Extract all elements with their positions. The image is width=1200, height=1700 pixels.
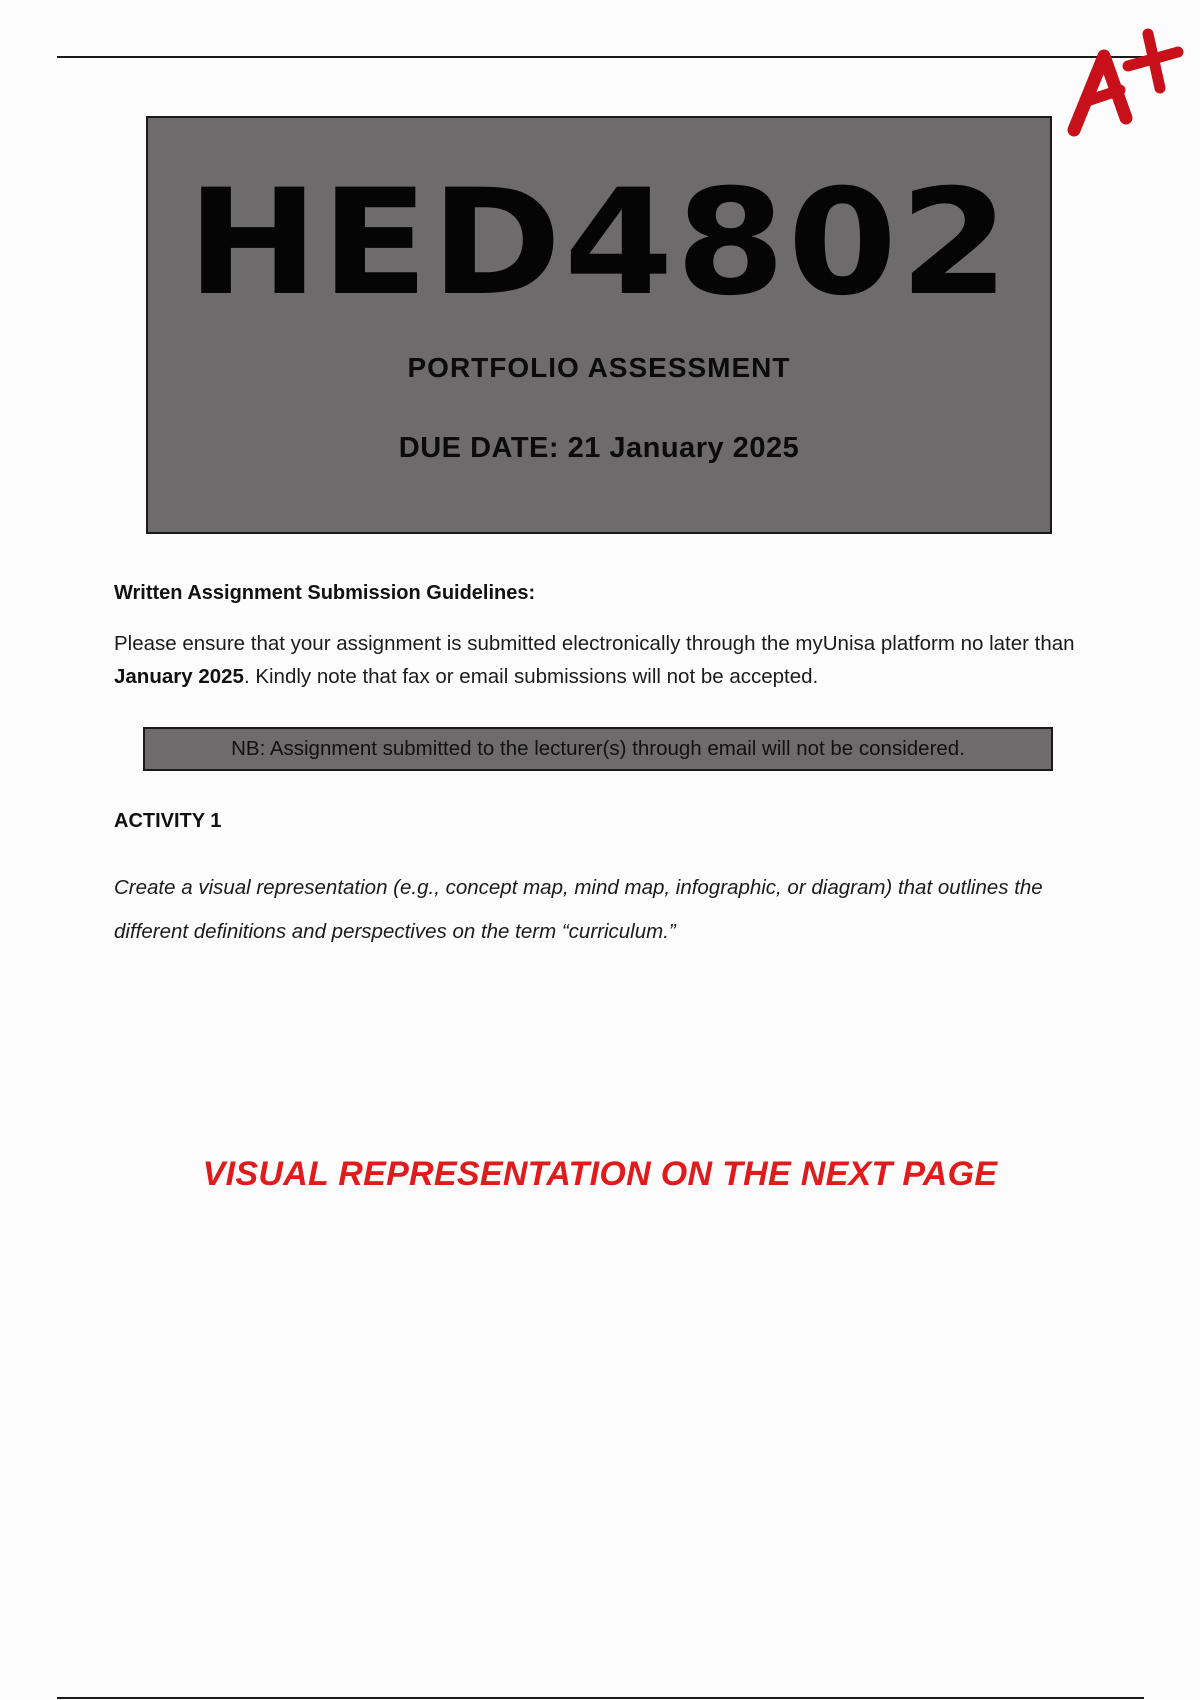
assessment-title: PORTFOLIO ASSESSMENT bbox=[407, 352, 791, 383]
guidelines-text-1: Please ensure that your assignment is submitted electronically through the myUnisa platform no later than bbox=[114, 632, 1075, 655]
course-code: HED4802 bbox=[186, 158, 1012, 328]
activity-heading: ACTIVITY 1 bbox=[114, 810, 222, 832]
guidelines-deadline: January 2025 bbox=[114, 665, 244, 688]
top-rule bbox=[57, 56, 1144, 58]
guidelines-body bbox=[114, 627, 1094, 693]
due-date: DUE DATE: 21 January 2025 bbox=[398, 432, 800, 464]
activity-instruction: Create a visual representation (e.g., concept map, mind map, infographic, or diagram) that outlines the different definitions and perspectives on the term “curriculum.” bbox=[114, 876, 1043, 943]
next-page-note: VISUAL REPRESENTATION ON THE NEXT PAGE bbox=[202, 1155, 998, 1193]
nb-notice: NB: Assignment submitted to the lecturer(s) through email will not be considered. bbox=[143, 727, 1053, 771]
title-box bbox=[146, 116, 1052, 534]
grade-stamp-icon bbox=[1060, 22, 1190, 142]
guidelines-text-2: . Kindly note that fax or email submissions will not be accepted. bbox=[243, 665, 819, 688]
guidelines-heading: Written Assignment Submission Guidelines: bbox=[114, 582, 536, 604]
bottom-rule bbox=[57, 1697, 1144, 1699]
